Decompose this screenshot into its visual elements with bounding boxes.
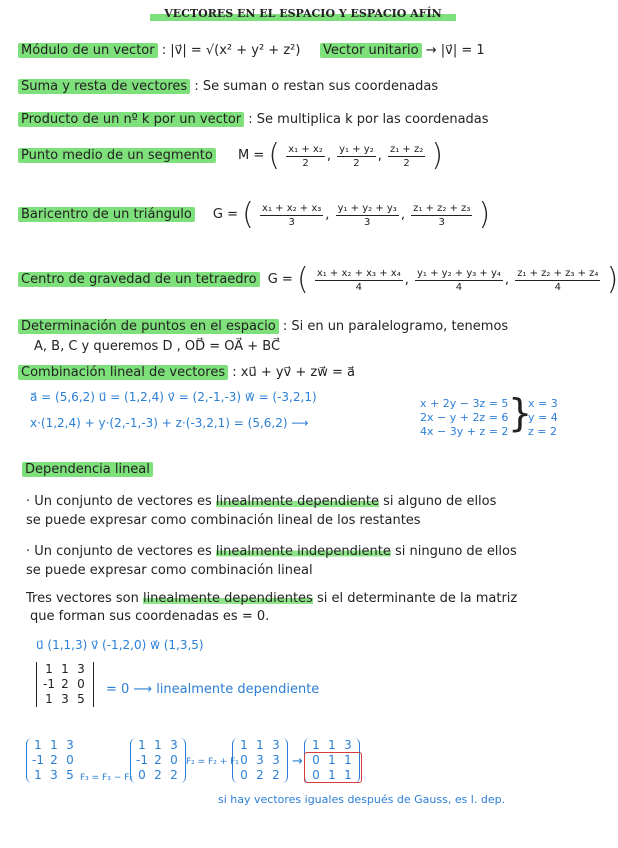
determinacion-label: Determinación de puntos en el espacio — [18, 319, 279, 334]
gauss-note: si hay vectores iguales después de Gauss, es l. dep. — [218, 793, 506, 806]
gauss-matrix-2: 1 1 3 -1 2 0 0 2 2 — [130, 738, 186, 783]
bullet-dependiente — [26, 494, 496, 510]
text: si alguno de ellos — [379, 494, 497, 509]
bullet-independiente-line2: se puede expresar como combinación lineal — [26, 563, 313, 578]
producto-label: Producto de un nº k por un vector — [18, 112, 244, 127]
punto-medio-lhs: M = — [238, 148, 265, 163]
unitario-label: Vector unitario — [320, 43, 422, 58]
baricentro-row: Baricentro de un triángulo G = ( $\frac{\text{x₁ + x₂ + x₃}}{3}$ , $\frac{\text{y₁ + y₂ + y₃}}{3}$ , $\frac{\text{z₁ + z₂ + z₃}}{3}$ ) — [18, 195, 490, 236]
dependencia-label: Dependencia lineal — [22, 462, 153, 477]
punto-medio-label: Punto medio de un segmento — [18, 148, 216, 163]
modulo-row — [18, 43, 300, 59]
gauss-matrix-4: 1 1 3 0 1 1 0 1 1 — [304, 738, 360, 783]
combinacion-equation: x·(1,2,4) + y·(2,-1,-3) + z·(-3,2,1) = (5,6,2) ⟶ — [30, 416, 309, 430]
determinacion-row — [18, 319, 508, 335]
system-solution — [528, 397, 558, 439]
gauss-arrow: → — [292, 754, 303, 769]
fraction: $\frac{\text{x₁ + x₂}}{2}$ — [288, 143, 323, 169]
system-eq: 2x − y + 2z = 6 — [420, 411, 509, 424]
fraction: $\frac{\text{x₁ + x₂ + x₃}}{3}$ — [262, 202, 322, 228]
open-paren: ( — [268, 138, 281, 173]
text: = 0 ⟶ linealmente dependiente — [106, 682, 320, 697]
combinacion-row — [18, 365, 355, 381]
dependencia-vectors: u⃗ (1,1,3) v⃗ (-1,2,0) w⃗ (1,3,5) — [36, 638, 204, 652]
system-brace: } — [508, 391, 533, 435]
system-eq: 4x − 3y + z = 2 — [420, 425, 509, 438]
text: si ninguno de ellos — [390, 544, 517, 559]
highlight-term: linealmente independiente — [215, 544, 391, 559]
producto-text: : Se multiplica k por las coordenadas — [248, 112, 489, 127]
bullet-dependiente-line2: se puede expresar como combinación lineal de los restantes — [26, 513, 421, 528]
tetraedro-label: Centro de gravedad de un tetraedro — [18, 272, 260, 287]
fraction: $\frac{\text{y₁ + y₂}}{2}$ — [339, 143, 374, 169]
open-paren: ( — [296, 262, 309, 297]
determinant-result — [106, 682, 319, 698]
highlight-term: linealmente dependiente — [215, 494, 380, 509]
text: · Un conjunto de vectores es — [26, 494, 216, 509]
linear-system — [420, 397, 508, 439]
gauss-op-2: F₂ = F₂ + F₁ — [186, 757, 239, 767]
gauss-matrix-1: 1 1 3 -1 2 0 1 3 5 — [26, 738, 78, 783]
fraction: $\frac{\text{y₁ + y₂ + y₃}}{3}$ — [337, 202, 397, 228]
suma-label: Suma y resta de vectores — [18, 79, 190, 94]
solution-value: z = 2 — [528, 425, 557, 438]
dependencia-row — [22, 462, 153, 478]
gauss-matrix-3: 1 1 3 0 3 3 0 2 2 — [232, 738, 288, 783]
highlight-term: linealmente dependientes — [142, 591, 313, 606]
gauss-op-1: F₃ = F₃ − F₁ — [80, 773, 133, 783]
unitario-row — [320, 43, 485, 59]
producto-row — [18, 112, 489, 128]
close-paren: ) — [606, 262, 618, 297]
solution-value: x = 3 — [528, 397, 558, 410]
tres-vectores-line2: que forman sus coordenadas es = 0. — [30, 609, 270, 624]
text: · Un conjunto de vectores es — [26, 544, 216, 559]
combinacion-label: Combinación lineal de vectores — [18, 365, 228, 380]
text: Tres vectores son — [26, 591, 143, 606]
bullet-independiente — [26, 544, 517, 560]
suma-row — [18, 79, 438, 95]
unitario-formula: → |v⃗| = 1 — [425, 43, 485, 58]
tres-vectores — [26, 591, 517, 607]
solution-value: y = 4 — [528, 411, 558, 424]
close-paren: ) — [431, 138, 444, 173]
fraction: $\frac{\text{z₁ + z₂ + z₃ + z₄}}{4}$ — [517, 267, 599, 293]
fraction: $\frac{\text{z₁ + z₂}}{2}$ — [389, 143, 424, 169]
close-paren: ) — [478, 197, 491, 232]
combinacion-formula: : xu⃗ + yv⃗ + zw⃗ = a⃗ — [232, 365, 355, 380]
modulo-label: Módulo de un vector — [18, 43, 158, 58]
fraction: $\frac{\text{y₁ + y₂ + y₃ + y₄}}{4}$ — [417, 267, 501, 293]
determinacion-text: : Si en un paralelogramo, tenemos — [282, 319, 509, 334]
baricentro-label: Baricentro de un triángulo — [18, 207, 195, 222]
punto-medio-row: Punto medio de un segmento M = ( $\frac{\text{x₁ + x₂}}{2}$ , $\frac{\text{y₁ + y₂}}{2}$ , $\frac{\text{z₁ + z₂}}{2}$ ) — [18, 136, 443, 177]
equal-rows-box — [304, 752, 362, 783]
text: si el determinante de la matriz — [312, 591, 518, 606]
fraction: $\frac{\text{z₁ + z₂ + z₃}}{3}$ — [413, 202, 471, 228]
fraction: $\frac{\text{x₁ + x₂ + x₃ + x₄}}{4}$ — [316, 267, 401, 293]
combinacion-vectors: a⃗ = (5,6,2) u⃗ = (1,2,4) v⃗ = (2,-1,-3) w⃗ = (-3,2,1) — [30, 390, 317, 404]
open-paren: ( — [242, 197, 254, 232]
determinacion-text2: A, B, C y queremos D , OD⃗ = OA⃗ + BC⃗ — [34, 339, 281, 354]
modulo-formula: : |v⃗| = √(x² + y² + z²) — [161, 43, 301, 58]
system-eq: x + 2y − 3z = 5 — [420, 397, 509, 410]
determinant: 1 1 3 -1 2 0 1 3 5 — [36, 662, 94, 707]
suma-text: : Se suman o restan sus coordenadas — [194, 79, 439, 94]
tetraedro-row: Centro de gravedad de un tetraedro G = ( $\frac{\text{x₁ + x₂ + x₃ + x₄}}{4}$ , $\frac{\text{y₁ + y₂ + y₃ + y₄}}{4}$ , $\frac{\text{z₁ + z₂ + z₃ + z₄}}{4}$ ) — [18, 260, 618, 301]
tetraedro-lhs: G = — [267, 272, 293, 287]
baricentro-lhs: G = — [212, 207, 239, 222]
page-title: VECTORES EN EL ESPACIO Y ESPACIO AFÍN — [150, 7, 456, 21]
